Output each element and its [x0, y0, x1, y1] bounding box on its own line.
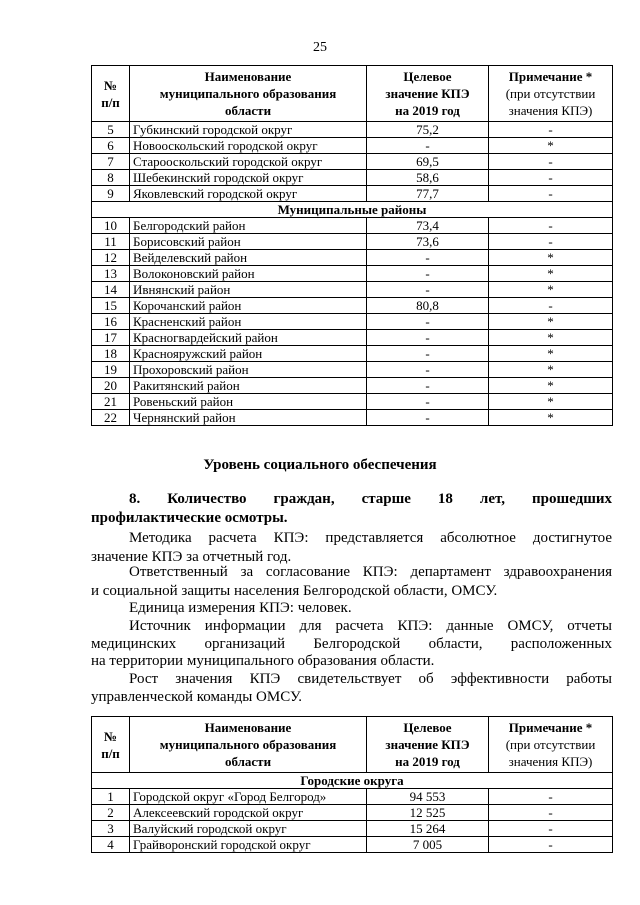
header-num	[92, 717, 130, 773]
growth-text: Рост значения КПЭ свидетельствует об эффективности работы	[129, 671, 612, 687]
table-row	[92, 234, 613, 250]
target-value: -	[367, 394, 489, 410]
table-1-body-top	[92, 122, 613, 202]
row-number: 1	[92, 789, 130, 805]
header-name	[130, 717, 367, 773]
header-value-line: Целевое	[403, 720, 452, 735]
municipality-name: Волоконовский район	[130, 266, 367, 282]
growth-text: управленческой команды ОМСУ.	[91, 689, 302, 705]
row-number: 20	[92, 378, 130, 394]
header-value-line: на 2019 год	[395, 754, 460, 769]
table-row	[92, 821, 613, 837]
remark: *	[489, 378, 613, 394]
target-value: -	[367, 250, 489, 266]
table-row	[92, 330, 613, 346]
target-value: -	[367, 282, 489, 298]
target-value: 12 525	[367, 805, 489, 821]
row-number: 17	[92, 330, 130, 346]
municipality-name: Ивнянский район	[130, 282, 367, 298]
table-row	[92, 378, 613, 394]
header-remark	[489, 717, 613, 773]
table-row	[92, 250, 613, 266]
row-number: 21	[92, 394, 130, 410]
table-row	[92, 805, 613, 821]
responsible-text: Ответственный за согласование КПЭ: департамент здравоохранения	[129, 564, 612, 580]
municipality-name: Красненский район	[130, 314, 367, 330]
header-value-line: значение КПЭ	[385, 86, 470, 101]
municipality-name: Алексеевский городской округ	[130, 805, 367, 821]
municipality-name: Грайворонский городской округ	[130, 837, 367, 853]
row-number: 15	[92, 298, 130, 314]
municipality-name: Новооскольский городской округ	[130, 138, 367, 154]
section-label: Городские округа	[92, 773, 613, 789]
municipality-name: Прохоровский район	[130, 362, 367, 378]
section-row	[92, 773, 613, 789]
target-value: 80,8	[367, 298, 489, 314]
table-header-row	[92, 717, 613, 773]
row-number: 7	[92, 154, 130, 170]
remark: *	[489, 362, 613, 378]
target-value: 15 264	[367, 821, 489, 837]
header-value	[367, 66, 489, 122]
table-row	[92, 314, 613, 330]
row-number: 2	[92, 805, 130, 821]
remark: *	[489, 410, 613, 426]
municipality-name: Валуйский городской округ	[130, 821, 367, 837]
municipality-name: Яковлевский городской округ	[130, 186, 367, 202]
remark: *	[489, 394, 613, 410]
target-value: 73,4	[367, 218, 489, 234]
table-row	[92, 346, 613, 362]
remark: -	[489, 186, 613, 202]
municipality-name: Красногвардейский район	[130, 330, 367, 346]
header-remark-line: (при отсутствии	[505, 86, 596, 101]
remark: *	[489, 138, 613, 154]
header-name-line: Наименование	[204, 720, 292, 735]
header-remark-line: (при отсутствии	[505, 737, 596, 752]
header-num-line: №	[103, 77, 118, 93]
target-value: -	[367, 314, 489, 330]
municipality-name: Ракитянский район	[130, 378, 367, 394]
table-row	[92, 218, 613, 234]
header-value	[367, 717, 489, 773]
table-2-section	[92, 773, 613, 789]
target-value: 69,5	[367, 154, 489, 170]
table-1-body-bottom	[92, 218, 613, 426]
municipality-name: Краснояружский район	[130, 346, 367, 362]
municipality-name: Корочанский район	[130, 298, 367, 314]
remark: *	[489, 282, 613, 298]
municipality-name: Вейделевский район	[130, 250, 367, 266]
row-number: 5	[92, 122, 130, 138]
municipality-name: Ровеньский район	[130, 394, 367, 410]
target-value: -	[367, 410, 489, 426]
row-number: 13	[92, 266, 130, 282]
remark: -	[489, 298, 613, 314]
table-row	[92, 394, 613, 410]
target-value: 58,6	[367, 170, 489, 186]
header-name-line: области	[224, 103, 272, 118]
table-header-row	[92, 66, 613, 122]
header-name-line: области	[224, 754, 272, 769]
section-row	[92, 202, 613, 218]
table-row	[92, 186, 613, 202]
municipality-name: Борисовский район	[130, 234, 367, 250]
table-row	[92, 154, 613, 170]
remark: *	[489, 250, 613, 266]
method-text: Методика расчета КПЭ: представляется абсолютное достигнутое	[129, 530, 612, 546]
target-value: -	[367, 330, 489, 346]
section-label: Муниципальные районы	[92, 202, 613, 218]
row-number: 22	[92, 410, 130, 426]
municipality-name: Шебекинский городской округ	[130, 170, 367, 186]
header-remark	[489, 66, 613, 122]
row-number: 18	[92, 346, 130, 362]
remark: -	[489, 154, 613, 170]
header-name-line: муниципального образования	[159, 737, 337, 752]
table-row	[92, 298, 613, 314]
municipality-name: Белгородский район	[130, 218, 367, 234]
header-value-line: на 2019 год	[395, 103, 460, 118]
header-num-line: п/п	[101, 94, 120, 110]
header-remark-line: значения КПЭ)	[508, 754, 593, 769]
row-number: 14	[92, 282, 130, 298]
target-value: -	[367, 266, 489, 282]
municipality-name: Чернянский район	[130, 410, 367, 426]
remark: -	[489, 234, 613, 250]
remark: *	[489, 266, 613, 282]
table-2-body	[92, 789, 613, 853]
header-name-line: Наименование	[204, 69, 292, 84]
target-value: -	[367, 362, 489, 378]
row-number: 6	[92, 138, 130, 154]
municipality-name: Старооскольский городской округ	[130, 154, 367, 170]
header-remark-line: Примечание *	[508, 69, 593, 84]
target-value: 73,6	[367, 234, 489, 250]
remark: -	[489, 122, 613, 138]
remark: -	[489, 821, 613, 837]
source-text: Источник информации для расчета КПЭ: данные ОМСУ, отчеты	[129, 618, 612, 634]
remark: -	[489, 170, 613, 186]
remark: -	[489, 789, 613, 805]
indicator-title-line: профилактические осмотры.	[91, 510, 288, 526]
table-row	[92, 138, 613, 154]
page-number: 25	[313, 40, 327, 55]
row-number: 4	[92, 837, 130, 853]
table-row	[92, 282, 613, 298]
table-row	[92, 122, 613, 138]
remark: *	[489, 346, 613, 362]
remark: *	[489, 314, 613, 330]
remark: -	[489, 837, 613, 853]
row-number: 19	[92, 362, 130, 378]
table-row	[92, 362, 613, 378]
target-value: 75,2	[367, 122, 489, 138]
municipality-name: Губкинский городской округ	[130, 122, 367, 138]
table-row	[92, 266, 613, 282]
row-number: 10	[92, 218, 130, 234]
remark: *	[489, 330, 613, 346]
header-num	[92, 66, 130, 122]
table-row	[92, 410, 613, 426]
source-text: медицинских организаций Белгородской области, расположенных	[91, 636, 612, 652]
kpe-table-2	[91, 716, 613, 853]
header-name-line: муниципального образования	[159, 86, 337, 101]
method-text: значение КПЭ за отчетный год.	[91, 549, 292, 565]
header-num-line: №	[103, 728, 118, 744]
row-number: 8	[92, 170, 130, 186]
section-heading: Уровень социального обеспечения	[203, 457, 437, 473]
header-value-line: значение КПЭ	[385, 737, 470, 752]
table-1-section	[92, 202, 613, 218]
header-num-line: п/п	[101, 745, 120, 761]
indicator-title-line: 8. Количество граждан, старше 18 лет, прошедших	[129, 491, 612, 507]
header-name	[130, 66, 367, 122]
row-number: 11	[92, 234, 130, 250]
header-remark-line: значения КПЭ)	[508, 103, 593, 118]
table-row	[92, 170, 613, 186]
kpe-table-1	[91, 65, 613, 426]
table-row	[92, 789, 613, 805]
target-value: 7 005	[367, 837, 489, 853]
header-value-line: Целевое	[403, 69, 452, 84]
header-remark-line: Примечание *	[508, 720, 593, 735]
row-number: 16	[92, 314, 130, 330]
target-value: -	[367, 138, 489, 154]
table-row	[92, 837, 613, 853]
unit-text: Единица измерения КПЭ: человек.	[129, 600, 352, 616]
target-value: -	[367, 378, 489, 394]
remark: -	[489, 218, 613, 234]
responsible-text: и социальной защиты населения Белгородской области, ОМСУ.	[91, 583, 498, 599]
source-text: на территории муниципального образования области.	[91, 653, 435, 669]
remark: -	[489, 805, 613, 821]
row-number: 9	[92, 186, 130, 202]
target-value: 77,7	[367, 186, 489, 202]
row-number: 12	[92, 250, 130, 266]
row-number: 3	[92, 821, 130, 837]
target-value: -	[367, 346, 489, 362]
target-value: 94 553	[367, 789, 489, 805]
municipality-name: Городской округ «Город Белгород»	[130, 789, 367, 805]
